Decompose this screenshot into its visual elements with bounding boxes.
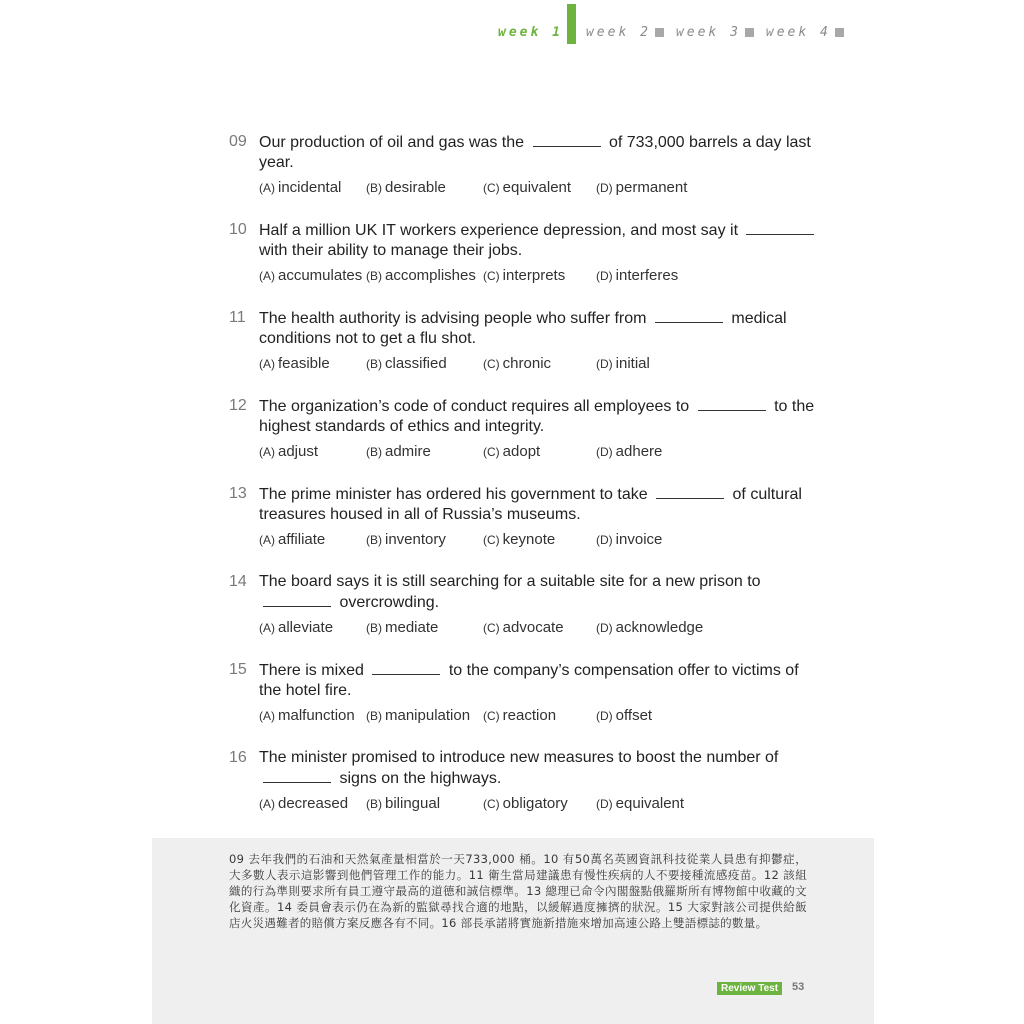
question-item [229, 308, 819, 373]
question-text-before-blank: Our production of oil and gas was the [259, 134, 525, 151]
question-text-after-blank: of 733,000 barrels a day last year. [259, 134, 811, 171]
week-tab-3[interactable] [676, 25, 766, 40]
option-text: incidental [278, 179, 342, 196]
question-row [229, 396, 819, 437]
option-text: keynote [502, 531, 556, 548]
option-text: adhere [615, 443, 663, 460]
option-text: classified [385, 355, 447, 372]
question-text-before-blank: There is mixed [259, 662, 364, 679]
option-text: initial [615, 355, 650, 372]
option-text: equivalent [615, 795, 685, 812]
question-text [259, 484, 819, 525]
answer-option-d[interactable] [596, 179, 746, 197]
question-text [259, 132, 819, 173]
answer-option-b[interactable] [366, 267, 483, 285]
option-text: equivalent [502, 179, 572, 196]
option-letter: (C) [483, 357, 500, 371]
week-tab-1-label: week 1 [498, 24, 563, 40]
answer-options [259, 531, 819, 549]
option-text: interferes [615, 267, 679, 284]
answer-option-a[interactable] [259, 795, 366, 813]
week-tab-3-label: week 3 [675, 24, 741, 40]
question-text [259, 572, 819, 613]
option-letter: (B) [366, 533, 382, 547]
option-letter: (D) [596, 709, 613, 723]
question-item [229, 748, 819, 813]
option-letter: (D) [596, 269, 613, 283]
review-test-badge: Review Test [717, 982, 782, 995]
option-text: feasible [278, 355, 330, 372]
option-text: obligatory [502, 795, 568, 812]
option-text: adjust [278, 443, 319, 460]
question-row [229, 132, 819, 173]
option-text: acknowledge [615, 619, 704, 636]
question-item [229, 220, 819, 285]
option-text: inventory [385, 531, 446, 548]
answer-option-c[interactable] [483, 179, 596, 197]
answer-option-a[interactable] [259, 619, 366, 637]
answer-option-b[interactable] [366, 179, 483, 197]
option-letter: (D) [596, 621, 613, 635]
answer-option-c[interactable] [483, 355, 596, 373]
option-letter: (B) [366, 797, 382, 811]
answer-option-a[interactable] [259, 267, 366, 285]
question-text-after-blank: signs on the highways. [339, 770, 502, 787]
page-number: 53 [792, 981, 805, 993]
question-row [229, 308, 819, 349]
option-text: invoice [615, 531, 663, 548]
answer-options [259, 179, 819, 197]
option-letter: (A) [259, 181, 275, 195]
answer-option-d[interactable] [596, 531, 746, 549]
option-text: affiliate [278, 531, 326, 548]
week-tab-2-label: week 2 [585, 24, 651, 40]
answer-option-d[interactable] [596, 355, 746, 373]
answer-option-c[interactable] [483, 795, 596, 813]
answer-option-a[interactable] [259, 531, 366, 549]
question-row [229, 660, 819, 701]
answer-option-a[interactable] [259, 355, 366, 373]
question-text-before-blank: Half a million UK IT workers experience depression, and most say it [259, 222, 739, 239]
option-text: decreased [278, 795, 349, 812]
answer-options [259, 355, 819, 373]
option-text: alleviate [278, 619, 334, 636]
option-text: chronic [502, 355, 552, 372]
answer-blank [263, 592, 331, 607]
answer-options [259, 707, 819, 725]
answer-blank [263, 768, 331, 783]
option-letter: (B) [366, 269, 382, 283]
option-letter: (A) [259, 709, 275, 723]
option-letter: (C) [483, 269, 500, 283]
question-row [229, 572, 819, 613]
option-text: reaction [502, 707, 557, 724]
option-text: bilingual [385, 795, 441, 812]
question-number: 16 [229, 749, 247, 766]
question-text-after-blank: overcrowding. [339, 594, 440, 611]
week-square-icon [835, 28, 844, 37]
answer-blank [533, 132, 601, 147]
answer-options [259, 795, 819, 813]
option-letter: (A) [259, 357, 275, 371]
question-text-after-blank: to the highest standards of ethics and integrity. [259, 398, 815, 435]
question-row [229, 220, 819, 261]
option-letter: (D) [596, 533, 613, 547]
question-item [229, 572, 819, 637]
option-letter: (B) [366, 445, 382, 459]
answer-option-a[interactable] [259, 707, 366, 725]
question-number: 13 [229, 485, 247, 502]
answer-option-a[interactable] [259, 443, 366, 461]
option-letter: (C) [483, 181, 500, 195]
chinese-translation: 09 去年我們的石油和天然氣產量相當於一天733,000 桶。10 有50萬名英國資訊科技從業人員患有抑鬱症，大多數人表示這影響到他們管理工作的能力。11 衛生當局建議患有慢性疾病的人不要接種流感疫苗。12 該組織的行為準則要求所有員工遵守最高的道德和誠信標準。13 總理已命令內閣盤點俄羅斯所有博物館中收藏的文化資產。14 委員會表示仍在為新的監獄尋找合適的地點，以緩解過度擁擠的狀況。15 大家對該公司提供給飯店火災遇難者的賠償方案反應各有不同。16 部長承諾將實施新措施來增加高速公路上雙語標誌的數量。 [229, 852, 807, 930]
week-tab-2[interactable] [586, 25, 676, 40]
week-square-icon [655, 28, 664, 37]
question-text-after-blank: to the company’s compensation offer to victims of the hotel fire. [259, 662, 799, 699]
question-item [229, 660, 819, 725]
translation-panel [152, 838, 874, 1024]
question-row [229, 748, 819, 789]
option-text: admire [385, 443, 431, 460]
answer-blank [372, 660, 440, 675]
question-list [229, 132, 819, 836]
question-number: 12 [229, 397, 247, 414]
option-text: mediate [385, 619, 439, 636]
answer-blank [698, 396, 766, 411]
week-square-icon [745, 28, 754, 37]
answer-option-b[interactable] [366, 619, 483, 637]
option-letter: (B) [366, 181, 382, 195]
option-letter: (C) [483, 533, 500, 547]
answer-option-c[interactable] [483, 619, 596, 637]
option-letter: (A) [259, 445, 275, 459]
option-text: permanent [615, 179, 688, 196]
option-text: accumulates [278, 267, 363, 284]
option-letter: (C) [483, 709, 500, 723]
answer-option-d[interactable] [596, 795, 746, 813]
option-letter: (A) [259, 533, 275, 547]
option-letter: (C) [483, 797, 500, 811]
option-letter: (D) [596, 797, 613, 811]
answer-options [259, 619, 819, 637]
option-letter: (C) [483, 445, 500, 459]
week-tab-1[interactable] [498, 24, 586, 40]
question-text-before-blank: The health authority is advising people who suffer from [259, 310, 647, 327]
answer-option-b[interactable] [366, 355, 483, 373]
option-text: accomplishes [385, 267, 476, 284]
answer-blank [746, 220, 814, 235]
option-text: interprets [502, 267, 566, 284]
answer-option-d[interactable] [596, 707, 746, 725]
question-text-after-blank: medical conditions not to get a flu shot. [259, 310, 787, 347]
answer-option-c[interactable] [483, 443, 596, 461]
answer-option-d[interactable] [596, 267, 746, 285]
answer-option-c[interactable] [483, 707, 596, 725]
question-text-after-blank: with their ability to manage their jobs. [259, 242, 523, 259]
question-number: 15 [229, 661, 247, 678]
answer-option-d[interactable] [596, 619, 746, 637]
answer-option-c[interactable] [483, 267, 596, 285]
option-letter: (B) [366, 621, 382, 635]
answer-option-a[interactable] [259, 179, 366, 197]
question-text-before-blank: The board says it is still searching for a suitable site for a new prison to [259, 573, 761, 590]
question-row [229, 484, 819, 525]
question-item [229, 396, 819, 461]
question-number: 09 [229, 133, 247, 150]
option-letter: (D) [596, 181, 613, 195]
question-text [259, 660, 819, 701]
question-number: 14 [229, 573, 247, 590]
option-letter: (D) [596, 357, 613, 371]
option-text: offset [615, 707, 653, 724]
question-number: 10 [229, 221, 247, 238]
answer-option-b[interactable] [366, 795, 483, 813]
option-text: adopt [502, 443, 541, 460]
question-text-before-blank: The minister promised to introduce new measures to boost the number of [259, 749, 779, 766]
option-text: advocate [502, 619, 564, 636]
answer-option-b[interactable] [366, 531, 483, 549]
option-letter: (D) [596, 445, 613, 459]
week-tab-4[interactable] [766, 25, 856, 40]
answer-option-d[interactable] [596, 443, 746, 461]
question-text-before-blank: The organization’s code of conduct requires all employees to [259, 398, 690, 415]
option-letter: (A) [259, 797, 275, 811]
question-item [229, 132, 819, 197]
option-letter: (C) [483, 621, 500, 635]
question-text [259, 308, 819, 349]
answer-options [259, 267, 819, 285]
answer-blank [656, 484, 724, 499]
question-text [259, 748, 819, 789]
question-text [259, 396, 819, 437]
option-letter: (B) [366, 357, 382, 371]
question-text-before-blank: The prime minister has ordered his government to take [259, 486, 648, 503]
answer-options [259, 443, 819, 461]
option-letter: (A) [259, 269, 275, 283]
question-number: 11 [229, 309, 246, 326]
question-item [229, 484, 819, 549]
option-text: manipulation [385, 707, 471, 724]
option-text: malfunction [278, 707, 355, 724]
answer-blank [655, 308, 723, 323]
option-text: desirable [385, 179, 446, 196]
answer-option-c[interactable] [483, 531, 596, 549]
option-letter: (A) [259, 621, 275, 635]
answer-option-b[interactable] [366, 443, 483, 461]
option-letter: (B) [366, 709, 382, 723]
answer-option-b[interactable] [366, 707, 483, 725]
question-text-after-blank: of cultural treasures housed in all of Russia’s museums. [259, 486, 802, 523]
week-tab-4-label: week 4 [765, 24, 831, 40]
question-text [259, 220, 819, 261]
week-navigation [498, 24, 856, 40]
active-week-marker [567, 4, 576, 44]
